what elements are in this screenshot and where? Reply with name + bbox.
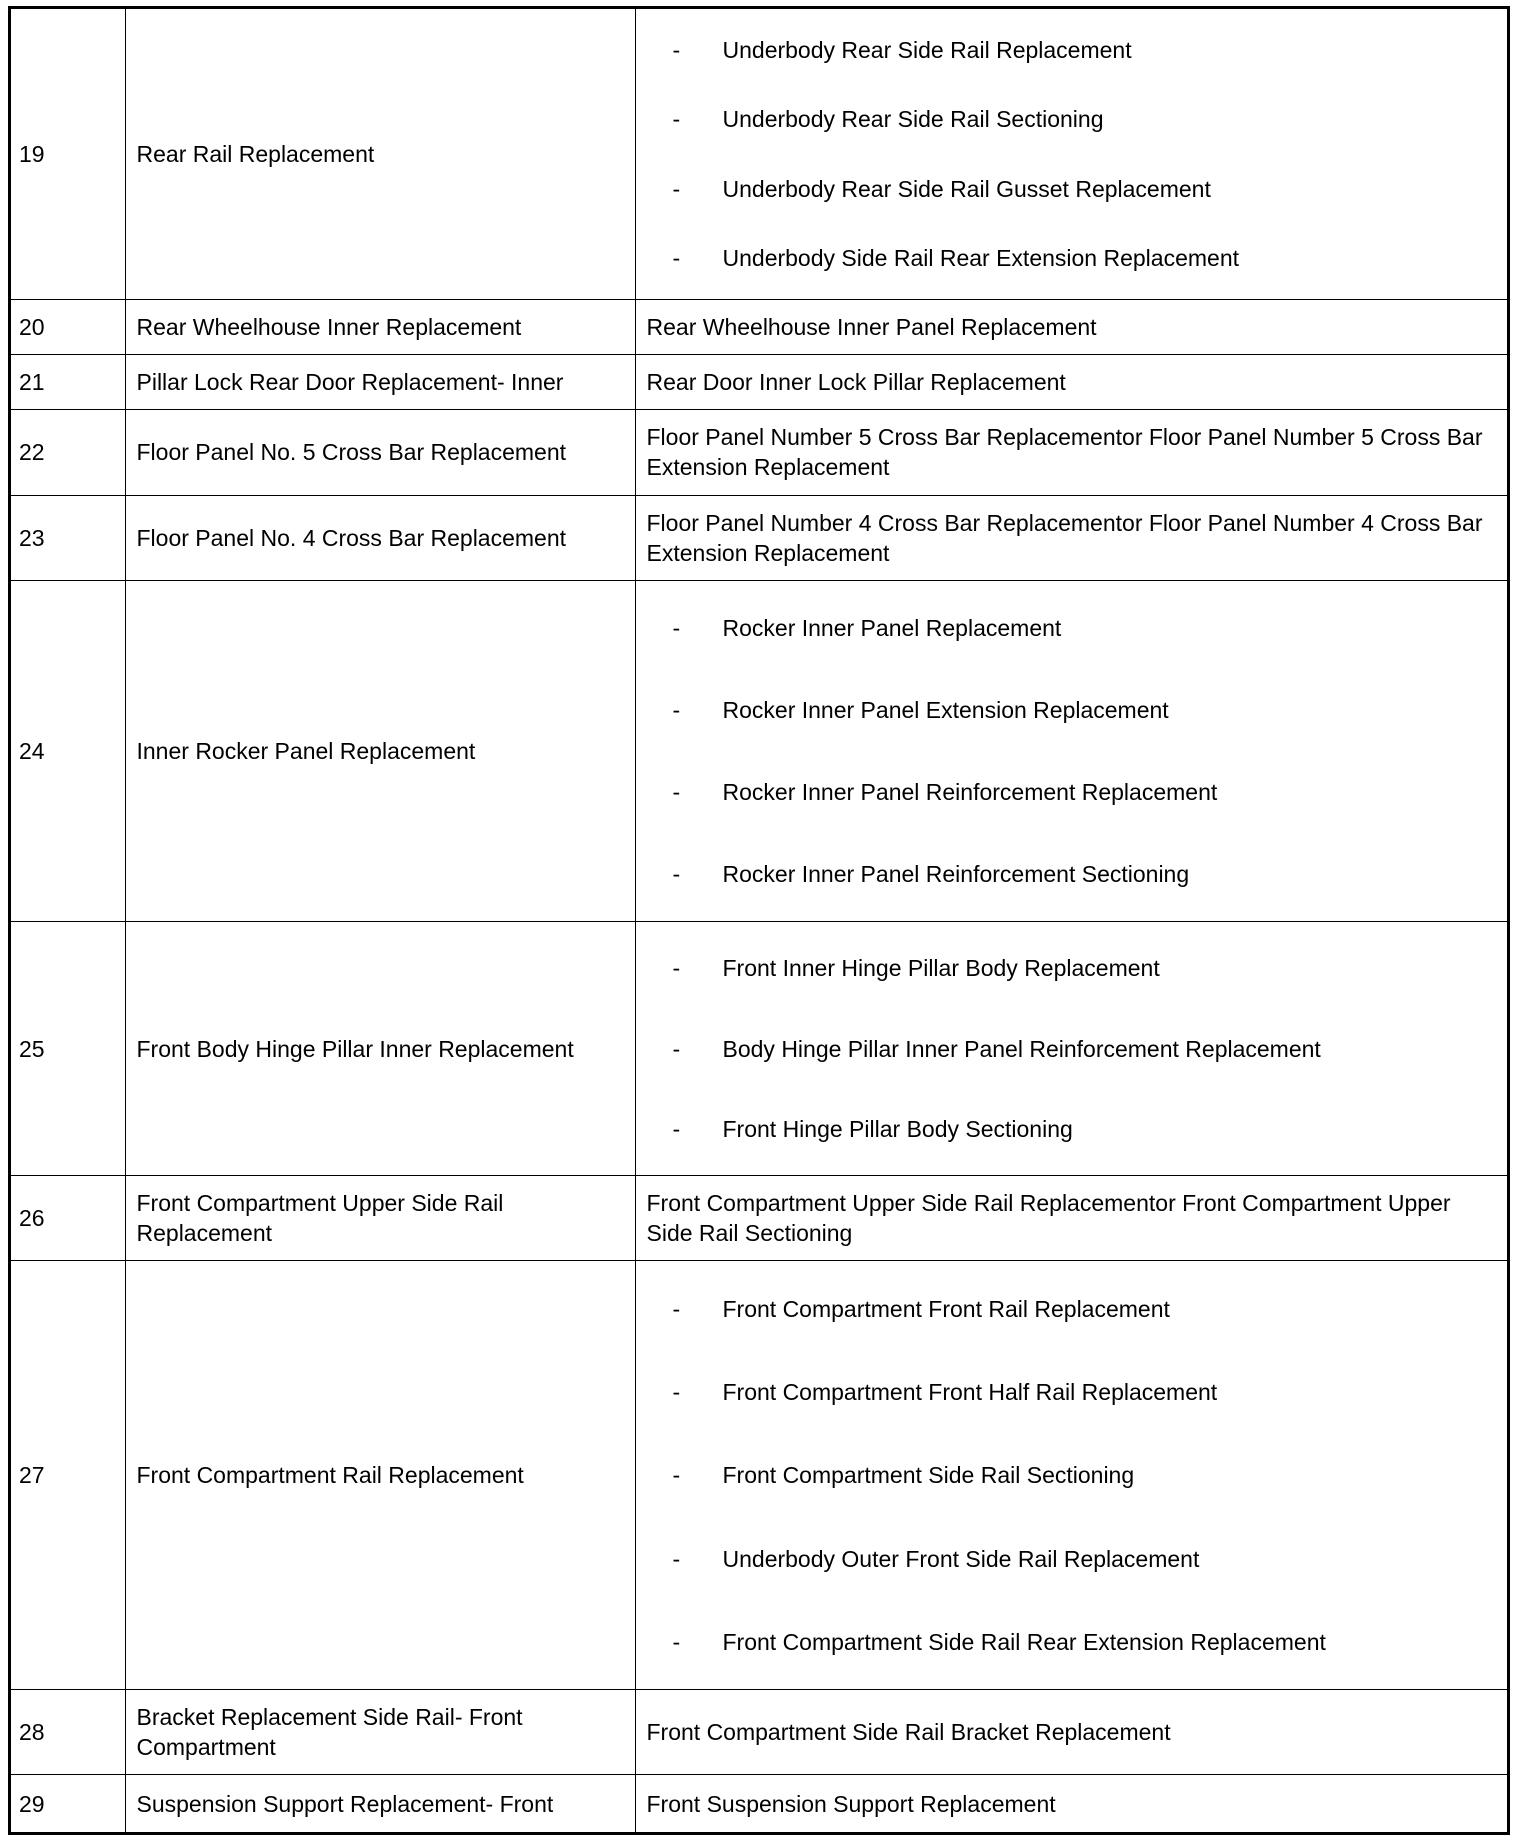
list-bullet: - — [672, 1295, 681, 1322]
part-title: Suspension Support Replacement- Front — [125, 1775, 635, 1832]
row-number: 29 — [11, 1775, 125, 1832]
procedure-text: Underbody Rear Side Rail Gusset Replacement — [722, 175, 1211, 202]
procedure-text: Rear Door Inner Lock Pillar Replacement — [635, 354, 1507, 409]
procedure-text: Rocker Inner Panel Replacement — [722, 614, 1062, 641]
table-row — [11, 580, 1507, 921]
list-item — [647, 1034, 1498, 1064]
procedure-text: Floor Panel Number 4 Cross Bar Replacementor Floor Panel Number 4 Cross Bar Extension Replacement — [635, 495, 1507, 580]
row-number: 22 — [11, 410, 125, 496]
procedure-text: Rear Wheelhouse Inner Panel Replacement — [635, 299, 1507, 354]
list-item — [647, 35, 1498, 65]
procedure-text: Front Suspension Support Replacement — [635, 1775, 1507, 1832]
procedure-list-cell — [635, 9, 1507, 299]
row-number: 28 — [11, 1690, 125, 1775]
table-row — [11, 1176, 1507, 1261]
list-bullet: - — [672, 1462, 681, 1489]
list-item — [647, 243, 1498, 273]
row-number: 26 — [11, 1176, 125, 1261]
procedure-text: Floor Panel Number 5 Cross Bar Replacementor Floor Panel Number 5 Cross Bar Extension Replacement — [635, 410, 1507, 496]
replacement-procedures-table — [11, 9, 1507, 1832]
list-item — [647, 777, 1498, 807]
table-row — [11, 299, 1507, 354]
part-title: Inner Rocker Panel Replacement — [125, 580, 635, 921]
procedure-text: Front Compartment Upper Side Rail Replacementor Front Compartment Upper Side Rail Sectioning — [635, 1176, 1507, 1261]
list-bullet: - — [672, 696, 681, 723]
part-title: Rear Wheelhouse Inner Replacement — [125, 299, 635, 354]
list-item — [647, 174, 1498, 204]
procedure-list — [647, 928, 1498, 1169]
row-number: 27 — [11, 1261, 125, 1690]
list-item — [647, 1114, 1498, 1144]
row-number: 23 — [11, 495, 125, 580]
part-title: Floor Panel No. 5 Cross Bar Replacement — [125, 410, 635, 496]
row-number: 19 — [11, 9, 125, 299]
procedure-text: Underbody Side Rail Rear Extension Replacement — [722, 244, 1240, 271]
procedure-text: Front Hinge Pillar Body Sectioning — [722, 1116, 1073, 1143]
list-item — [647, 104, 1498, 134]
part-title: Front Body Hinge Pillar Inner Replacement — [125, 921, 635, 1175]
procedure-list-cell — [635, 1261, 1507, 1690]
list-item — [647, 859, 1498, 889]
procedure-list — [647, 1267, 1498, 1683]
list-item — [647, 1460, 1498, 1490]
list-bullet: - — [672, 175, 681, 202]
list-item — [647, 613, 1498, 643]
procedure-text: Front Compartment Front Rail Replacement — [722, 1295, 1170, 1322]
procedure-text: Underbody Rear Side Rail Sectioning — [722, 106, 1104, 133]
part-title: Rear Rail Replacement — [125, 9, 635, 299]
list-item — [647, 1544, 1498, 1574]
row-number: 25 — [11, 921, 125, 1175]
procedure-text: Front Compartment Side Rail Rear Extension Replacement — [722, 1628, 1326, 1655]
procedure-list-cell — [635, 921, 1507, 1175]
table-row — [11, 1775, 1507, 1832]
list-item — [647, 1377, 1498, 1407]
list-bullet: - — [672, 106, 681, 133]
procedure-list — [647, 587, 1498, 915]
procedure-text: Rocker Inner Panel Extension Replacement — [722, 696, 1169, 723]
list-bullet: - — [672, 778, 681, 805]
procedure-list — [647, 15, 1498, 293]
procedure-text: Underbody Outer Front Side Rail Replacement — [722, 1545, 1200, 1572]
procedure-text: Underbody Rear Side Rail Replacement — [722, 36, 1132, 63]
replacement-procedures-table-frame — [8, 6, 1510, 1835]
procedure-text: Body Hinge Pillar Inner Panel Reinforcement Replacement — [722, 1035, 1321, 1062]
procedure-list-cell — [635, 580, 1507, 921]
table-row — [11, 354, 1507, 409]
list-bullet: - — [672, 244, 681, 271]
list-bullet: - — [672, 1035, 681, 1062]
part-title: Pillar Lock Rear Door Replacement- Inner — [125, 354, 635, 409]
part-title: Front Compartment Rail Replacement — [125, 1261, 635, 1690]
list-bullet: - — [672, 36, 681, 63]
list-bullet: - — [672, 955, 681, 982]
list-bullet: - — [672, 1379, 681, 1406]
part-title: Floor Panel No. 4 Cross Bar Replacement — [125, 495, 635, 580]
list-item — [647, 695, 1498, 725]
procedure-text: Front Compartment Front Half Rail Replacement — [722, 1379, 1218, 1406]
list-bullet: - — [672, 1628, 681, 1655]
procedure-text: Front Inner Hinge Pillar Body Replacement — [722, 955, 1160, 982]
list-bullet: - — [672, 1116, 681, 1143]
list-bullet: - — [672, 614, 681, 641]
procedure-text: Front Compartment Side Rail Bracket Replacement — [635, 1690, 1507, 1775]
procedure-text: Rocker Inner Panel Reinforcement Replacement — [722, 778, 1218, 805]
row-number: 20 — [11, 299, 125, 354]
list-item — [647, 1294, 1498, 1324]
row-number: 24 — [11, 580, 125, 921]
procedure-text: Rocker Inner Panel Reinforcement Sectioning — [722, 860, 1190, 887]
list-bullet: - — [672, 860, 681, 887]
table-row — [11, 1690, 1507, 1775]
part-title: Front Compartment Upper Side Rail Replacement — [125, 1176, 635, 1261]
table-row — [11, 9, 1507, 299]
table-row — [11, 495, 1507, 580]
procedure-text: Front Compartment Side Rail Sectioning — [722, 1462, 1135, 1489]
list-bullet: - — [672, 1545, 681, 1572]
part-title: Bracket Replacement Side Rail- Front Compartment — [125, 1690, 635, 1775]
row-number: 21 — [11, 354, 125, 409]
list-item — [647, 953, 1498, 983]
table-row — [11, 410, 1507, 496]
table-row — [11, 1261, 1507, 1690]
list-item — [647, 1627, 1498, 1657]
table-row — [11, 921, 1507, 1175]
